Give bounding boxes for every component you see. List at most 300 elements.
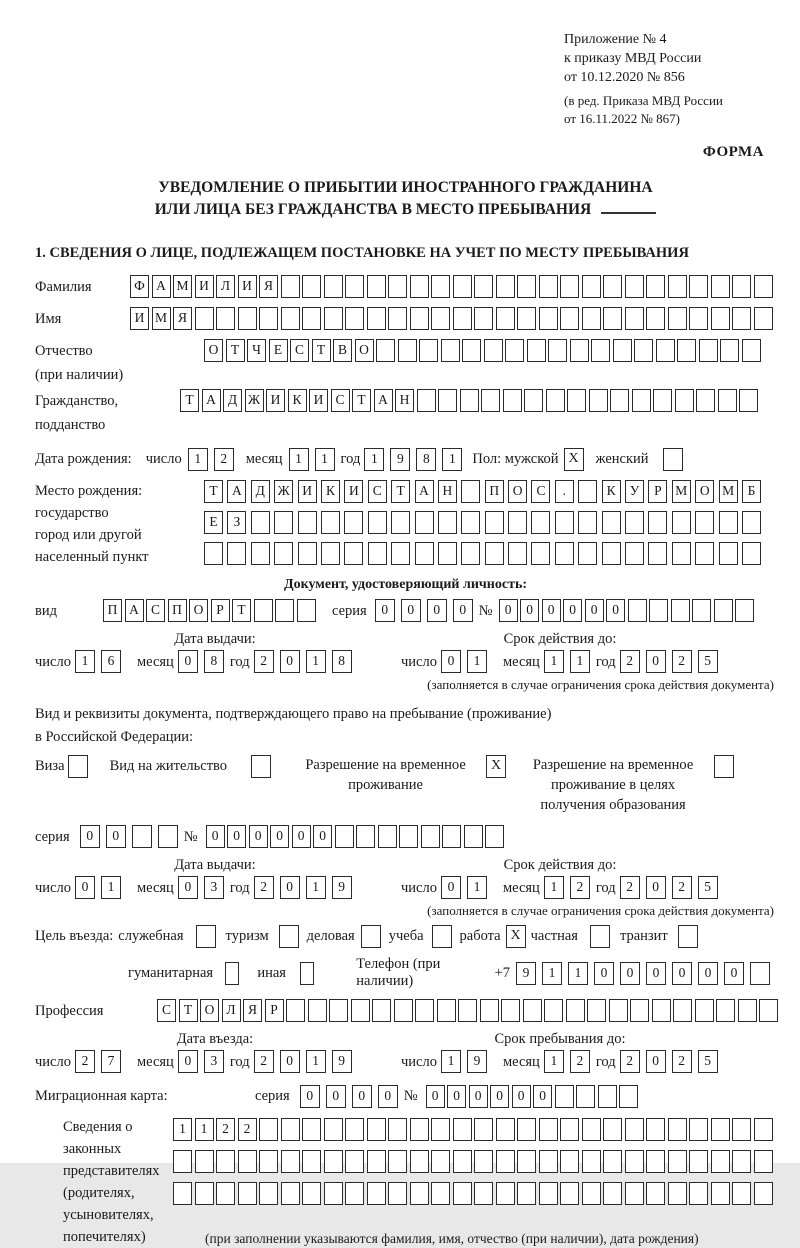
char-cell[interactable] [602, 511, 621, 534]
char-cell[interactable] [173, 1150, 192, 1173]
sex-male-checkbox[interactable]: X [564, 448, 584, 471]
char-cell[interactable]: И [238, 275, 257, 298]
char-cell[interactable] [668, 307, 687, 330]
char-cell[interactable] [481, 389, 500, 412]
char-cell[interactable]: С [157, 999, 176, 1022]
char-cell[interactable] [391, 511, 410, 534]
char-cell[interactable]: С [331, 389, 350, 412]
char-cell[interactable]: 0 [606, 599, 625, 622]
char-cell[interactable] [345, 1150, 364, 1173]
edu-permit-checkbox[interactable] [714, 755, 734, 778]
char-cell[interactable] [281, 307, 300, 330]
char-cell[interactable] [632, 389, 651, 412]
char-cell[interactable] [496, 1182, 515, 1205]
char-cell[interactable] [649, 599, 668, 622]
char-cell[interactable] [485, 825, 504, 848]
char-cell[interactable] [367, 275, 386, 298]
char-cell[interactable] [391, 542, 410, 565]
char-cell[interactable] [524, 389, 543, 412]
char-cell[interactable] [527, 339, 546, 362]
char-cell[interactable] [496, 1118, 515, 1141]
char-cell[interactable]: 9 [332, 1050, 352, 1073]
char-cell[interactable] [711, 1182, 730, 1205]
char-cell[interactable]: 2 [254, 1050, 274, 1073]
char-cell[interactable] [610, 389, 629, 412]
char-cell[interactable] [388, 1150, 407, 1173]
char-cell[interactable] [668, 1118, 687, 1141]
char-cell[interactable] [438, 542, 457, 565]
char-cell[interactable] [716, 999, 735, 1022]
char-cell[interactable]: И [344, 480, 363, 503]
char-cell[interactable] [259, 1150, 278, 1173]
char-cell[interactable]: 0 [646, 650, 666, 673]
char-cell[interactable]: 0 [249, 825, 268, 848]
char-cell[interactable] [388, 1118, 407, 1141]
char-cell[interactable]: 2 [75, 1050, 95, 1073]
char-cell[interactable]: 0 [300, 1085, 320, 1108]
char-cell[interactable] [281, 1118, 300, 1141]
char-cell[interactable]: 0 [646, 876, 666, 899]
char-cell[interactable] [699, 339, 718, 362]
char-cell[interactable]: А [374, 389, 393, 412]
char-cell[interactable]: Я [259, 275, 278, 298]
char-cell[interactable] [603, 307, 622, 330]
char-cell[interactable] [555, 511, 574, 534]
char-cell[interactable]: 1 [306, 650, 326, 673]
char-cell[interactable] [421, 825, 440, 848]
char-cell[interactable] [195, 1182, 214, 1205]
char-cell[interactable] [582, 1182, 601, 1205]
char-cell[interactable]: М [173, 275, 192, 298]
char-cell[interactable]: 0 [520, 599, 539, 622]
char-cell[interactable] [501, 999, 520, 1022]
purpose-study-checkbox[interactable] [432, 925, 452, 948]
char-cell[interactable]: Р [648, 480, 667, 503]
char-cell[interactable] [732, 1182, 751, 1205]
char-cell[interactable] [517, 1118, 536, 1141]
char-cell[interactable] [742, 511, 761, 534]
char-cell[interactable]: Р [265, 999, 284, 1022]
char-cell[interactable] [474, 275, 493, 298]
char-cell[interactable]: 0 [178, 1050, 198, 1073]
temp-permit-checkbox[interactable]: X [486, 755, 506, 778]
char-cell[interactable]: Л [222, 999, 241, 1022]
char-cell[interactable] [132, 825, 152, 848]
char-cell[interactable] [274, 542, 293, 565]
char-cell[interactable] [603, 275, 622, 298]
char-cell[interactable] [517, 1182, 536, 1205]
char-cell[interactable] [517, 275, 536, 298]
char-cell[interactable] [732, 1118, 751, 1141]
char-cell[interactable]: 2 [620, 876, 640, 899]
char-cell[interactable]: 7 [101, 1050, 121, 1073]
char-cell[interactable] [555, 1085, 574, 1108]
char-cell[interactable] [582, 307, 601, 330]
char-cell[interactable]: А [202, 389, 221, 412]
char-cell[interactable]: 2 [620, 1050, 640, 1073]
char-cell[interactable]: 8 [204, 650, 224, 673]
char-cell[interactable]: 0 [563, 599, 582, 622]
char-cell[interactable] [546, 389, 565, 412]
char-cell[interactable] [474, 1150, 493, 1173]
char-cell[interactable]: Р [211, 599, 230, 622]
char-cell[interactable] [560, 1182, 579, 1205]
char-cell[interactable] [367, 1150, 386, 1173]
char-cell[interactable]: 0 [542, 599, 561, 622]
char-cell[interactable]: 0 [106, 825, 126, 848]
char-cell[interactable]: 2 [620, 650, 640, 673]
char-cell[interactable]: 0 [469, 1085, 488, 1108]
char-cell[interactable]: 6 [101, 650, 121, 673]
char-cell[interactable] [368, 511, 387, 534]
char-cell[interactable] [570, 339, 589, 362]
char-cell[interactable]: 0 [292, 825, 311, 848]
char-cell[interactable] [544, 999, 563, 1022]
char-cell[interactable] [754, 1118, 773, 1141]
char-cell[interactable] [398, 339, 417, 362]
char-cell[interactable] [474, 1118, 493, 1141]
char-cell[interactable]: 0 [441, 650, 461, 673]
char-cell[interactable] [754, 1150, 773, 1173]
char-cell[interactable]: 1 [442, 448, 462, 471]
char-cell[interactable] [523, 999, 542, 1022]
char-cell[interactable] [298, 511, 317, 534]
char-cell[interactable] [711, 1118, 730, 1141]
char-cell[interactable]: 3 [204, 876, 224, 899]
char-cell[interactable] [517, 307, 536, 330]
char-cell[interactable] [298, 542, 317, 565]
char-cell[interactable]: Я [173, 307, 192, 330]
char-cell[interactable] [496, 1150, 515, 1173]
char-cell[interactable] [410, 1118, 429, 1141]
char-cell[interactable]: . [555, 480, 574, 503]
char-cell[interactable]: 9 [390, 448, 410, 471]
char-cell[interactable]: 0 [585, 599, 604, 622]
char-cell[interactable] [625, 275, 644, 298]
char-cell[interactable] [759, 999, 778, 1022]
char-cell[interactable]: 0 [698, 962, 718, 985]
char-cell[interactable] [368, 542, 387, 565]
char-cell[interactable] [735, 599, 754, 622]
char-cell[interactable] [720, 339, 739, 362]
char-cell[interactable] [286, 999, 305, 1022]
char-cell[interactable]: 0 [280, 650, 300, 673]
char-cell[interactable]: 1 [289, 448, 309, 471]
char-cell[interactable] [238, 307, 257, 330]
char-cell[interactable] [646, 1150, 665, 1173]
char-cell[interactable]: Т [312, 339, 331, 362]
char-cell[interactable]: 0 [533, 1085, 552, 1108]
char-cell[interactable] [388, 1182, 407, 1205]
char-cell[interactable] [742, 542, 761, 565]
char-cell[interactable] [578, 542, 597, 565]
char-cell[interactable]: 9 [516, 962, 536, 985]
purpose-transit-checkbox[interactable] [678, 925, 698, 948]
char-cell[interactable]: Ч [247, 339, 266, 362]
char-cell[interactable] [754, 1182, 773, 1205]
char-cell[interactable] [591, 339, 610, 362]
char-cell[interactable] [281, 1182, 300, 1205]
char-cell[interactable] [539, 1118, 558, 1141]
char-cell[interactable]: И [195, 275, 214, 298]
char-cell[interactable] [646, 275, 665, 298]
char-cell[interactable] [689, 1182, 708, 1205]
char-cell[interactable] [732, 275, 751, 298]
char-cell[interactable]: 0 [724, 962, 744, 985]
char-cell[interactable]: 0 [427, 599, 447, 622]
char-cell[interactable] [668, 1150, 687, 1173]
char-cell[interactable] [719, 542, 738, 565]
char-cell[interactable] [344, 542, 363, 565]
char-cell[interactable]: 0 [672, 962, 692, 985]
char-cell[interactable]: И [298, 480, 317, 503]
char-cell[interactable]: 0 [313, 825, 332, 848]
char-cell[interactable]: К [321, 480, 340, 503]
char-cell[interactable] [259, 1182, 278, 1205]
char-cell[interactable]: 5 [698, 650, 718, 673]
char-cell[interactable] [227, 542, 246, 565]
char-cell[interactable] [634, 339, 653, 362]
char-cell[interactable] [603, 1182, 622, 1205]
char-cell[interactable] [376, 339, 395, 362]
char-cell[interactable]: 1 [544, 650, 564, 673]
char-cell[interactable]: 1 [306, 876, 326, 899]
char-cell[interactable] [695, 542, 714, 565]
char-cell[interactable]: Т [232, 599, 251, 622]
char-cell[interactable] [415, 999, 434, 1022]
char-cell[interactable]: 2 [672, 1050, 692, 1073]
char-cell[interactable] [351, 999, 370, 1022]
char-cell[interactable]: 1 [568, 962, 588, 985]
char-cell[interactable] [345, 1182, 364, 1205]
char-cell[interactable] [689, 1150, 708, 1173]
char-cell[interactable] [453, 1182, 472, 1205]
char-cell[interactable] [625, 1150, 644, 1173]
char-cell[interactable] [254, 599, 273, 622]
char-cell[interactable] [754, 275, 773, 298]
char-cell[interactable] [560, 1118, 579, 1141]
char-cell[interactable] [388, 275, 407, 298]
char-cell[interactable] [578, 480, 597, 503]
char-cell[interactable] [719, 511, 738, 534]
char-cell[interactable] [732, 307, 751, 330]
char-cell[interactable]: 2 [672, 876, 692, 899]
char-cell[interactable]: 0 [326, 1085, 346, 1108]
char-cell[interactable] [648, 511, 667, 534]
char-cell[interactable] [555, 542, 574, 565]
char-cell[interactable] [453, 1150, 472, 1173]
char-cell[interactable] [560, 1150, 579, 1173]
char-cell[interactable] [738, 999, 757, 1022]
char-cell[interactable]: 0 [352, 1085, 372, 1108]
char-cell[interactable] [548, 339, 567, 362]
char-cell[interactable]: 2 [238, 1118, 257, 1141]
char-cell[interactable] [344, 511, 363, 534]
char-cell[interactable] [619, 1085, 638, 1108]
char-cell[interactable]: 1 [315, 448, 335, 471]
char-cell[interactable] [718, 389, 737, 412]
char-cell[interactable]: 1 [542, 962, 562, 985]
char-cell[interactable] [754, 307, 773, 330]
char-cell[interactable] [539, 275, 558, 298]
char-cell[interactable] [431, 307, 450, 330]
char-cell[interactable] [410, 1150, 429, 1173]
char-cell[interactable] [324, 307, 343, 330]
char-cell[interactable] [609, 999, 628, 1022]
char-cell[interactable] [458, 999, 477, 1022]
char-cell[interactable]: 1 [570, 650, 590, 673]
char-cell[interactable]: В [333, 339, 352, 362]
char-cell[interactable] [692, 599, 711, 622]
char-cell[interactable] [711, 275, 730, 298]
char-cell[interactable]: Т [226, 339, 245, 362]
char-cell[interactable] [431, 1118, 450, 1141]
char-cell[interactable] [345, 275, 364, 298]
char-cell[interactable] [625, 511, 644, 534]
char-cell[interactable]: 0 [375, 599, 395, 622]
char-cell[interactable] [302, 1150, 321, 1173]
char-cell[interactable] [653, 389, 672, 412]
char-cell[interactable]: 0 [441, 876, 461, 899]
char-cell[interactable]: 0 [646, 1050, 666, 1073]
char-cell[interactable]: 0 [401, 599, 421, 622]
char-cell[interactable]: П [168, 599, 187, 622]
char-cell[interactable]: 1 [75, 650, 95, 673]
char-cell[interactable]: 0 [75, 876, 95, 899]
char-cell[interactable]: 0 [620, 962, 640, 985]
visa-checkbox[interactable] [68, 755, 88, 778]
char-cell[interactable]: 0 [512, 1085, 531, 1108]
char-cell[interactable]: Т [352, 389, 371, 412]
purpose-other-checkbox[interactable] [300, 962, 314, 985]
char-cell[interactable] [324, 1182, 343, 1205]
char-cell[interactable] [417, 389, 436, 412]
char-cell[interactable] [671, 599, 690, 622]
char-cell[interactable]: 0 [594, 962, 614, 985]
char-cell[interactable]: А [415, 480, 434, 503]
purpose-official-checkbox[interactable] [196, 925, 216, 948]
char-cell[interactable]: Л [216, 275, 235, 298]
char-cell[interactable] [195, 1150, 214, 1173]
char-cell[interactable] [485, 511, 504, 534]
purpose-work-checkbox[interactable]: X [506, 925, 526, 948]
char-cell[interactable] [345, 1118, 364, 1141]
char-cell[interactable]: О [189, 599, 208, 622]
char-cell[interactable]: О [204, 339, 223, 362]
char-cell[interactable] [410, 1182, 429, 1205]
char-cell[interactable]: 0 [426, 1085, 445, 1108]
char-cell[interactable] [238, 1182, 257, 1205]
char-cell[interactable] [496, 307, 515, 330]
char-cell[interactable]: 2 [672, 650, 692, 673]
char-cell[interactable] [367, 307, 386, 330]
char-cell[interactable] [582, 275, 601, 298]
char-cell[interactable] [496, 275, 515, 298]
char-cell[interactable] [394, 999, 413, 1022]
char-cell[interactable] [625, 1182, 644, 1205]
char-cell[interactable] [238, 1150, 257, 1173]
char-cell[interactable] [415, 542, 434, 565]
char-cell[interactable] [668, 1182, 687, 1205]
char-cell[interactable] [539, 1182, 558, 1205]
char-cell[interactable] [367, 1182, 386, 1205]
char-cell[interactable] [566, 999, 585, 1022]
char-cell[interactable] [399, 825, 418, 848]
char-cell[interactable] [672, 511, 691, 534]
char-cell[interactable]: 2 [216, 1118, 235, 1141]
char-cell[interactable] [461, 542, 480, 565]
char-cell[interactable]: 0 [490, 1085, 509, 1108]
char-cell[interactable] [576, 1085, 595, 1108]
char-cell[interactable] [505, 339, 524, 362]
char-cell[interactable]: 1 [467, 650, 487, 673]
char-cell[interactable] [308, 999, 327, 1022]
char-cell[interactable] [508, 511, 527, 534]
char-cell[interactable]: С [146, 599, 165, 622]
char-cell[interactable] [630, 999, 649, 1022]
char-cell[interactable] [582, 1150, 601, 1173]
char-cell[interactable]: 1 [188, 448, 208, 471]
char-cell[interactable] [677, 339, 696, 362]
char-cell[interactable]: Н [438, 480, 457, 503]
char-cell[interactable] [388, 307, 407, 330]
char-cell[interactable]: 1 [544, 876, 564, 899]
char-cell[interactable] [204, 542, 223, 565]
char-cell[interactable]: 0 [447, 1085, 466, 1108]
char-cell[interactable]: С [531, 480, 550, 503]
char-cell[interactable] [589, 389, 608, 412]
char-cell[interactable]: З [227, 511, 246, 534]
char-cell[interactable] [539, 307, 558, 330]
char-cell[interactable]: 3 [204, 1050, 224, 1073]
char-cell[interactable] [372, 999, 391, 1022]
char-cell[interactable] [302, 1118, 321, 1141]
char-cell[interactable]: Д [251, 480, 270, 503]
char-cell[interactable]: К [602, 480, 621, 503]
char-cell[interactable] [578, 511, 597, 534]
char-cell[interactable] [648, 542, 667, 565]
char-cell[interactable]: 2 [570, 876, 590, 899]
char-cell[interactable] [251, 542, 270, 565]
char-cell[interactable] [602, 542, 621, 565]
char-cell[interactable]: Е [269, 339, 288, 362]
char-cell[interactable] [275, 599, 294, 622]
char-cell[interactable]: М [719, 480, 738, 503]
char-cell[interactable] [460, 389, 479, 412]
char-cell[interactable] [453, 1118, 472, 1141]
char-cell[interactable] [582, 1118, 601, 1141]
char-cell[interactable]: 1 [544, 1050, 564, 1073]
char-cell[interactable] [484, 339, 503, 362]
char-cell[interactable]: С [290, 339, 309, 362]
char-cell[interactable]: М [152, 307, 171, 330]
char-cell[interactable]: 9 [332, 876, 352, 899]
char-cell[interactable]: Б [742, 480, 761, 503]
char-cell[interactable] [321, 511, 340, 534]
char-cell[interactable] [431, 1150, 450, 1173]
char-cell[interactable] [216, 307, 235, 330]
char-cell[interactable]: И [309, 389, 328, 412]
char-cell[interactable] [158, 825, 178, 848]
char-cell[interactable]: О [508, 480, 527, 503]
char-cell[interactable] [695, 511, 714, 534]
char-cell[interactable]: 1 [467, 876, 487, 899]
char-cell[interactable] [356, 825, 375, 848]
char-cell[interactable]: 0 [646, 962, 666, 985]
char-cell[interactable] [173, 1182, 192, 1205]
char-cell[interactable] [259, 307, 278, 330]
char-cell[interactable] [652, 999, 671, 1022]
